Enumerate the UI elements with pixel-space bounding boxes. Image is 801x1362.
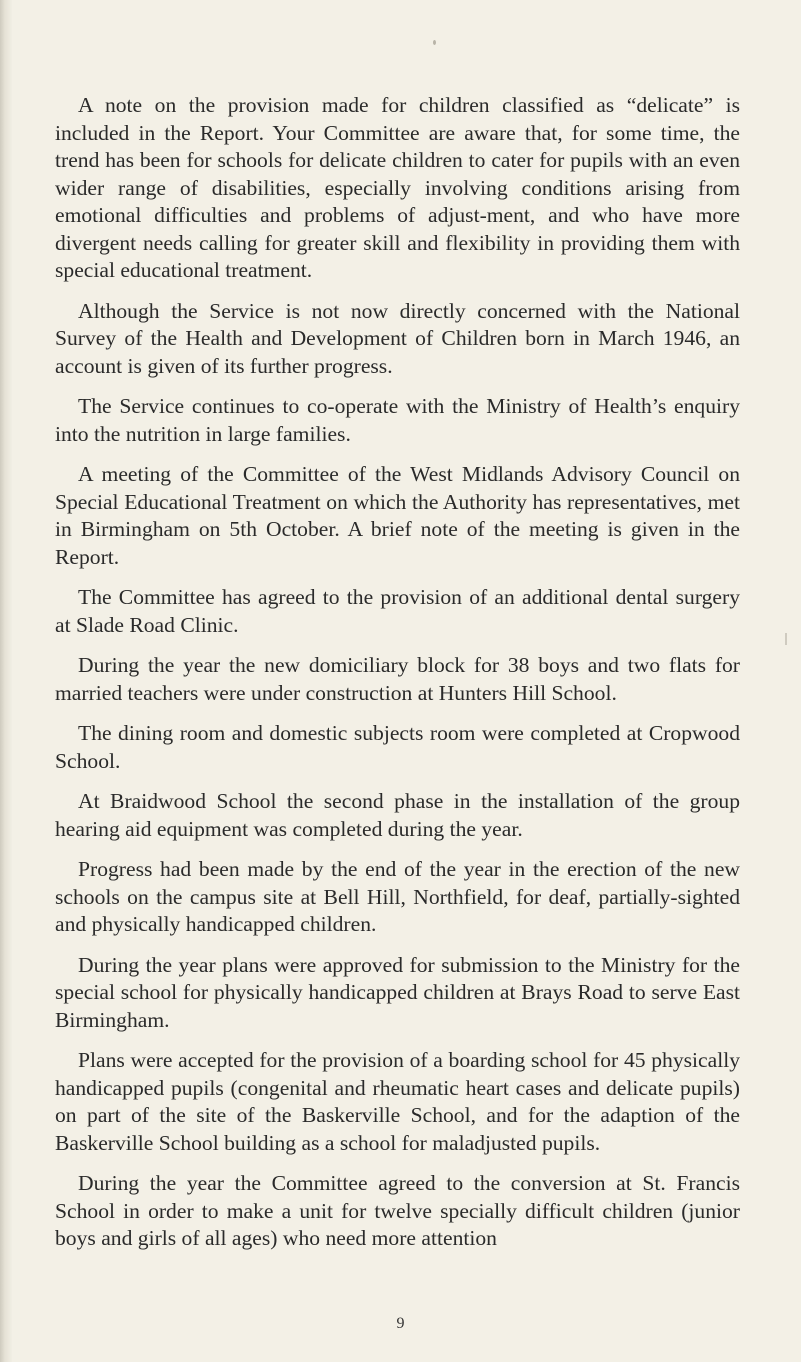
paragraph-delicate-children: A note on the provision made for children classified as “delicate” is included in the Report. Your Committee are aware that, for some time, the trend has been for schools for delicate children to cater for pupils with an even wider range of disabilities, especially involving conditions arising from emotional difficulties and problems of adjust-ment, and who have more divergent needs calling for greater skill and flexibility in providing them with special educational treatment.: [55, 93, 740, 282]
document-body: [55, 92, 740, 1266]
paragraph-brays-road: During the year plans were approved for submission to the Ministry for the special school for physically handicapped children at Brays Road to serve East Birmingham.: [55, 952, 740, 1032]
paragraph-national-survey: Although the Service is not now directly concerned with the National Survey of the Health and Development of Children born in March 1946, an account is given of its further progress.: [55, 298, 740, 378]
paragraph-braidwood: At Braidwood School the second phase in the installation of the group hearing aid equipment was completed during the year.: [55, 789, 740, 841]
paper-mark: [785, 633, 787, 645]
paragraph-hunters-hill: During the year the new domiciliary block for 38 boys and two flats for married teachers were under construction at Hunters Hill School.: [55, 653, 740, 705]
paragraph-dental-surgery: The Committee has agreed to the provision of an additional dental surgery at Slade Road Clinic.: [55, 585, 740, 637]
paragraph-nutrition-enquiry: The Service continues to co-operate with the Ministry of Health’s enquiry into the nutrition in large families.: [55, 394, 740, 446]
paper-speck: [433, 40, 436, 45]
paragraph-advisory-council: A meeting of the Committee of the West Midlands Advisory Council on Special Educational Treatment on which the Authority has representatives, met in Birmingham on 5th October. A brief note of the meeting is given in the Report.: [55, 462, 740, 569]
paragraph-st-francis: During the year the Committee agreed to the conversion at St. Francis School in order to make a unit for twelve specially difficult children (junior boys and girls of all ages) who need more attention: [55, 1171, 740, 1250]
page-edge-shadow: [0, 0, 12, 1362]
paragraph-bell-hill: Progress had been made by the end of the year in the erection of the new schools on the campus site at Bell Hill, Northfield, for deaf, partially-sighted and physically handicapped children.: [55, 857, 740, 936]
page-number: 9: [396, 1315, 405, 1332]
paragraph-baskerville: Plans were accepted for the provision of a boarding school for 45 physically handicapped pupils (congenital and rheumatic heart cases and delicate pupils) on part of the site of the Baskerville School, and for the adaption of the Baskerville School building as a school for maladjusted pupils.: [55, 1048, 740, 1155]
paragraph-cropwood: The dining room and domestic subjects room were completed at Cropwood School.: [55, 721, 740, 773]
